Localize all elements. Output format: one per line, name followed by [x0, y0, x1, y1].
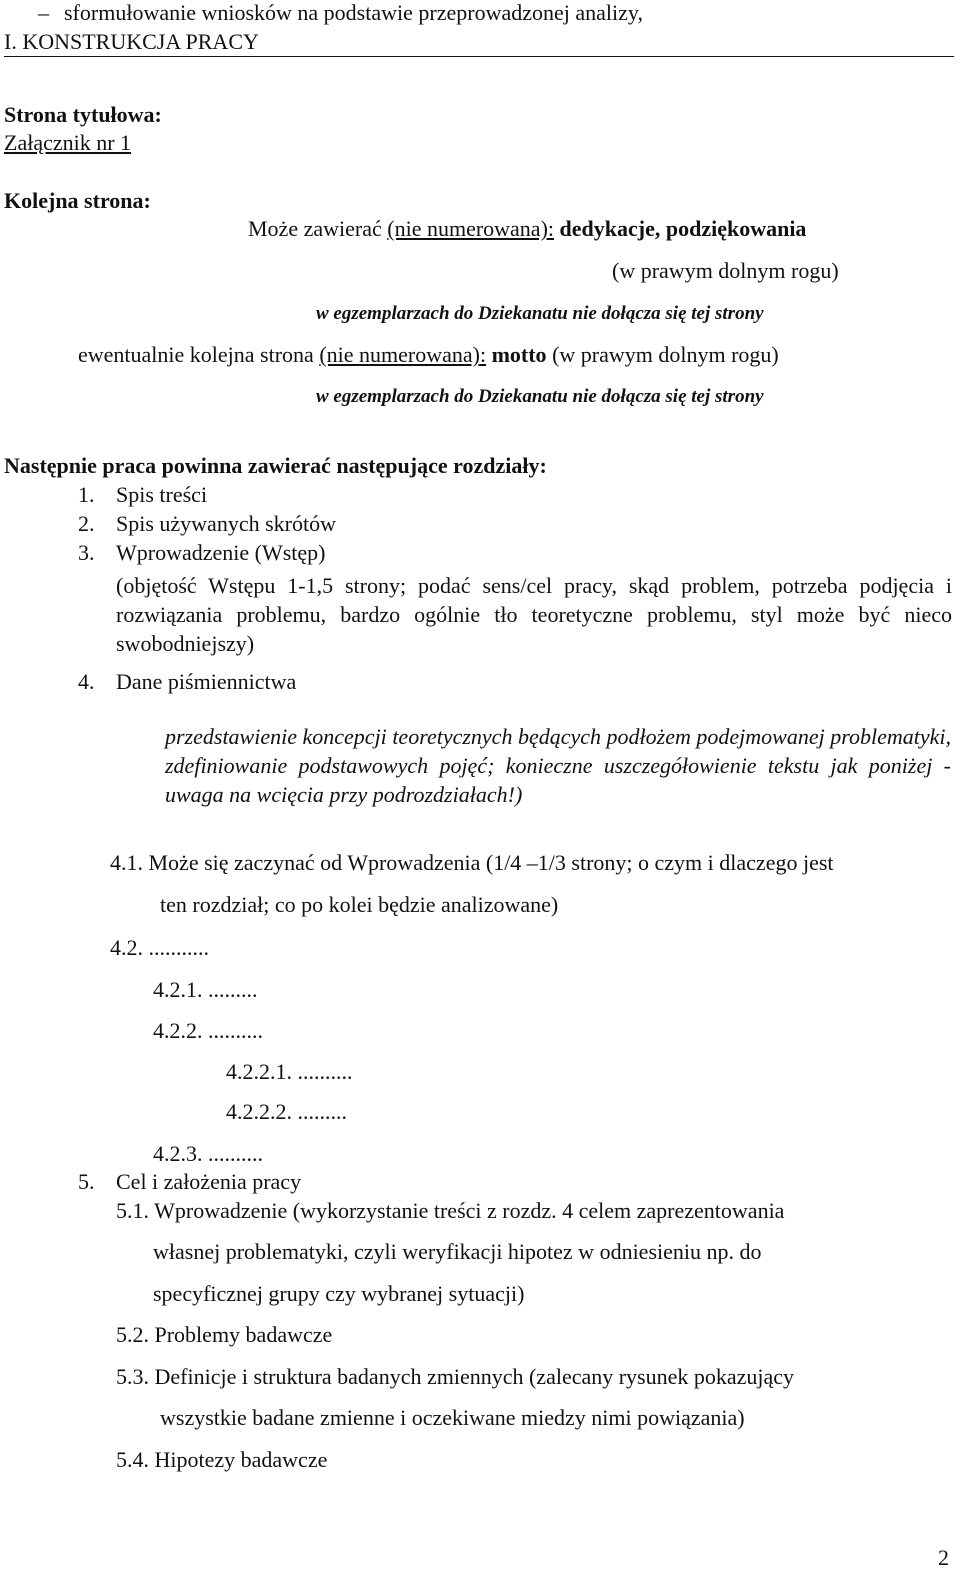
chapter-num: 2.: [78, 511, 95, 536]
literature-description: przedstawienie koncepcji teoretycznych będących podłożem podejmowanej problematyki, zdefiniowanie podstawowych pojęć; konieczne uszczegółowienie tekstu jak poniżej - uwaga na wcięcia przy podrozdziałach!): [165, 724, 951, 807]
chapter-label: Dane piśmiennictwa: [116, 669, 297, 694]
title-page-label: Strona tytułowa:: [4, 102, 162, 127]
dean-note-1: w egzemplarzach do Dziekanatu nie dołącza się tej strony: [316, 303, 764, 324]
chapter-num: 5.: [78, 1169, 95, 1194]
motto-line: [78, 342, 779, 368]
sub-5-1-line3: specyficznej grupy czy wybranej sytuacji): [153, 1281, 525, 1306]
intro-description: (objętość Wstępu 1-1,5 strony; podać sens/cel pracy, skąd problem, potrzeba podjęcia i rozwiązania problemu, bardzo ogólnie tło teoretyczne problemu, styl może być nieco swobodniejszy): [116, 573, 952, 656]
sub-4-2-2: 4.2.2. ..........: [153, 1018, 263, 1043]
sub-5-1-line1: 5.1. Wprowadzenie (wykorzystanie treści z rozdz. 4 celem zaprezentowania: [116, 1198, 785, 1223]
sub-5-3-line2: wszystkie badane zmienne i oczekiwane miedzy nimi powiązania): [160, 1405, 745, 1430]
sub-4-2-2-2: 4.2.2.2. .........: [226, 1099, 347, 1124]
sub-4-2-2-1: 4.2.2.1. ..........: [226, 1059, 353, 1084]
sub-4-1-line1: 4.1. Może się zaczynać od Wprowadzenia (1/4 –1/3 strony; o czym i dlaczego jest: [110, 850, 834, 875]
dedication-position: (w prawym dolnym rogu): [612, 258, 839, 283]
chapter-label: Spis treści: [116, 482, 208, 507]
optional-prefix: ewentualnie kolejna strona: [78, 342, 314, 367]
attachment-label: Załącznik nr 1: [4, 130, 132, 155]
optional-not-numbered: (nie numerowana):: [319, 342, 487, 367]
may-contain: Może zawierać: [248, 216, 382, 241]
chapter-label: Spis używanych skrótów: [116, 511, 336, 536]
chapter-label: Wprowadzenie (Wstęp): [116, 540, 326, 565]
chapters-heading: Następnie praca powinna zawierać następujące rozdziały:: [4, 453, 547, 478]
sub-5-1-line2: własnej problematyki, czyli weryfikacji hipotez w odniesieniu np. do: [153, 1239, 762, 1264]
sub-5-2: 5.2. Problemy badawcze: [116, 1322, 333, 1347]
chapter-num: 1.: [78, 482, 95, 507]
page-number: 2: [938, 1545, 949, 1570]
sub-4-2: 4.2. ...........: [110, 935, 209, 960]
sub-5-3-line1: 5.3. Definicje i struktura badanych zmiennych (zalecany rysunek pokazujący: [116, 1364, 795, 1389]
sub-5-4: 5.4. Hipotezy badawcze: [116, 1447, 328, 1472]
heading-underline: [4, 56, 954, 57]
sub-4-2-1: 4.2.1. .........: [153, 977, 258, 1002]
motto: motto: [491, 342, 547, 367]
dedication: dedykacje, podziękowania: [559, 216, 807, 241]
dean-note-2: w egzemplarzach do Dziekanatu nie dołącza się tej strony: [316, 386, 764, 407]
bullet-dash: –: [38, 0, 49, 25]
chapter-num: 3.: [78, 540, 95, 565]
sub-4-1-line2: ten rozdział; co po kolei będzie analizowane): [160, 892, 559, 917]
section-heading: I. KONSTRUKCJA PRACY: [4, 29, 259, 54]
sub-4-2-3: 4.2.3. ..........: [153, 1141, 263, 1166]
chapter-label: Cel i założenia pracy: [116, 1169, 302, 1194]
bullet-text: sformułowanie wniosków na podstawie przeprowadzonej analizy,: [64, 0, 643, 25]
next-page-label: Kolejna strona:: [4, 188, 151, 213]
not-numbered: (nie numerowana):: [387, 216, 555, 241]
motto-position: (w prawym dolnym rogu): [552, 342, 779, 367]
chapter-num: 4.: [78, 669, 95, 694]
dedication-line: [248, 216, 806, 242]
